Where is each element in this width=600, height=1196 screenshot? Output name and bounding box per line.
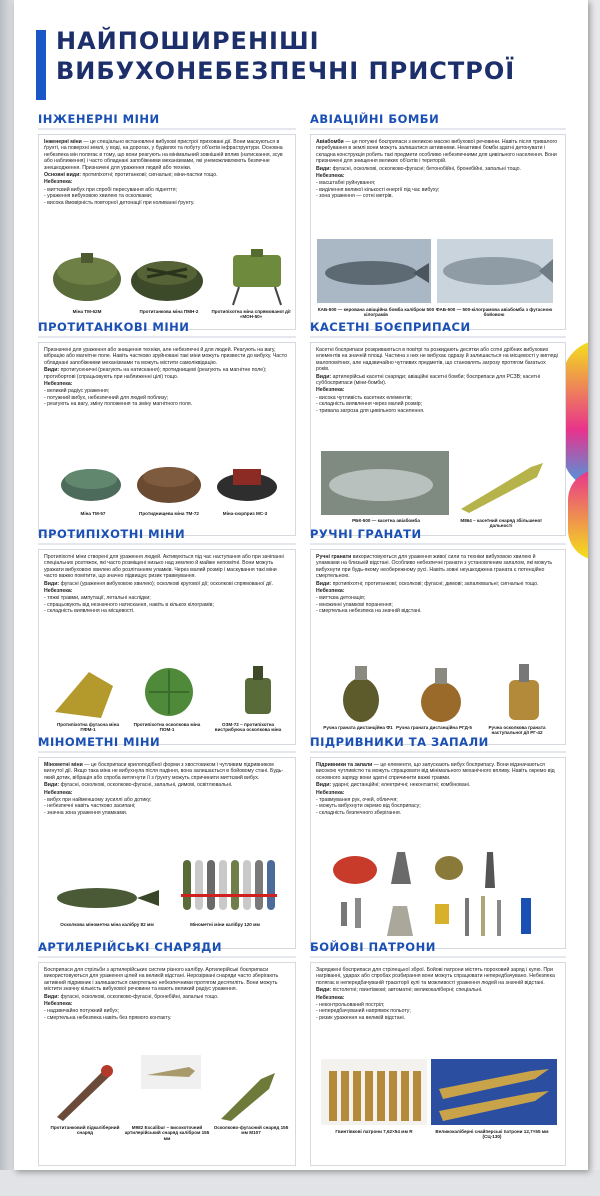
types-text: протипіхотні; протитанкові; сигнальні; міни-пастки тощо. <box>81 172 218 179</box>
danger-item: - висока ймовірність повторної детонації при коливанні ґрунту. <box>44 200 290 206</box>
section-panel <box>310 757 566 949</box>
types-label: Види: <box>44 580 60 587</box>
section-cluster-munitions <box>310 320 566 536</box>
caption: Ручна граната дистанційна РГД-5 <box>396 725 472 730</box>
caption: Протипіхотна міна спрямованої дії «МОН-50» <box>211 309 291 320</box>
danger-label: Небезпека: <box>44 789 73 796</box>
mines-illustration <box>47 247 287 307</box>
danger-label: Небезпека: <box>44 588 73 595</box>
paragraph: Боєприпаси для стрільби з артилерійських систем різного калібру. Артилерійські боєприпаси використовуються для ураження цілей на великій відстані. Нерозірвані снаряди часто зберігають активний підривник і залишаються смертельно небезпечними протягом десятиліть. Вони можуть містити значну кількість вибухової речовини та мають великий радіус ураження. <box>44 967 279 993</box>
section-text <box>44 554 290 615</box>
caption-row <box>47 309 291 320</box>
caption: M982 Excalibur – високоточний артилерійський снаряд калібром 155 мм <box>124 1125 210 1141</box>
danger-label: Небезпека: <box>44 179 73 186</box>
types-label: Види: <box>44 993 60 1000</box>
danger-item: - непередбачуваний напрямок польоту; <box>316 1008 560 1014</box>
section-text <box>316 554 560 615</box>
types-text: пістолетні; гвинтівкові; автоматні; великокаліберні; спеціальні. <box>331 987 483 994</box>
caption: Протипіхотна фугасна міна ПФМ-1 <box>56 722 120 733</box>
section-live-cartridges <box>310 940 566 1166</box>
danger-item: - надзвичайно потужний вибух; <box>44 1008 290 1014</box>
paragraph: Заряджені боєприпаси для стрілецької зброї. Бойові патрони містять пороховий заряд і кулю. При нагріванні, ударах або спробах розбирання вони можуть спрацювати непередбачувано. Небезпека полягає в непередбачуваній траєкторії кулі та можливості ураження людей на значній відстані. <box>316 967 555 986</box>
caption: Осколкова мінометна міна калібру 82 мм <box>60 922 154 927</box>
section-mortar-mines <box>38 735 296 949</box>
danger-item: - спрацьовують від незначного натискання, навіть в кількох кілограмів; <box>44 602 290 608</box>
caption: Міна ТМ-57 <box>80 511 106 516</box>
danger-item: - реагують на вагу, зміну положення та зміну магнітного поля. <box>44 401 290 407</box>
caption: РБК-500 — касетна авіабомба <box>352 518 420 523</box>
paragraph: використовуються для ураження живої сили та техніки вибуховою хвилею й уламками на близькій відстані. Особливо небезпечні гранати з установленим запалом, які можуть вибухнути при будь-якому необережному русі. Навіть зовні неушкоджена граната є потенційно смертельною. <box>316 554 553 580</box>
section-panel <box>310 962 566 1166</box>
caption: М864 – касетний снаряд збільшеної дальності <box>460 518 542 529</box>
artillery-illustration <box>49 1055 285 1121</box>
section-artillery-shells <box>38 940 296 1166</box>
danger-item: - зона ураження — сотні метрів. <box>316 193 560 199</box>
danger-item: - смертельна небезпека на значній відстані. <box>316 608 560 614</box>
section-heading: ІНЖЕНЕРНІ МІНИ <box>38 112 296 130</box>
danger-label: Небезпека: <box>316 387 345 394</box>
caption: Протитанкова міна ПМН-2 <box>139 309 199 314</box>
cartridges-illustration <box>321 1059 557 1125</box>
section-heading: КАСЕТНІ БОЄПРИПАСИ <box>310 320 566 338</box>
caption-row <box>49 922 289 927</box>
danger-label: Небезпека: <box>316 173 345 180</box>
section-panel <box>38 549 296 745</box>
section-text <box>44 347 290 408</box>
types-text: протигусеничні (реагують на натискання); протиднищеві (реагують на магнітне поле); протибортові (спрацьовують при наближенні цілі) тощо. <box>44 367 267 380</box>
section-panel <box>310 342 566 536</box>
danger-item: - тривала загроза для цивільного населення. <box>316 408 560 414</box>
fuzes-illustration <box>325 848 553 940</box>
caption: Протитанковий підкаліберний снаряд <box>50 1125 120 1136</box>
danger-item: - смертельна небезпека навіть без прямого контакту. <box>44 1015 290 1021</box>
caption: Ручна осколкова граната наступальної дії РГ-42 <box>488 725 546 736</box>
danger-label: Небезпека: <box>316 789 345 796</box>
section-heading: ПРОТИТАНКОВІ МІНИ <box>38 320 296 338</box>
bottom-edge-strip <box>0 1170 600 1196</box>
danger-item: - множинні уламкові поранення; <box>316 602 560 608</box>
types-label: Види: <box>316 782 332 789</box>
section-heading: АВІАЦІЙНІ БОМБИ <box>310 112 566 130</box>
danger-item: - вибух при найменшому зусиллі або дотику; <box>44 797 290 803</box>
caption-row <box>317 307 557 318</box>
section-panel <box>38 757 296 949</box>
danger-item: - виділення великої кількості енергії під час вибуху; <box>316 187 560 193</box>
danger-item: - ризик ураження на великій відстані. <box>316 1015 560 1021</box>
types-text: фугасні, осколкові, осколково-фугасні; бетонобійні, бронебійні, запальні тощо. <box>331 165 521 172</box>
section-fuzes-detonators <box>310 735 566 949</box>
caption: Мінометні міни калібру 120 мм <box>190 922 260 927</box>
decorative-accent-small <box>568 470 588 560</box>
lead-term: Інженерні міни <box>44 139 82 145</box>
bombs-illustration <box>317 239 553 303</box>
caption: Осколково-фугасний снаряд 155 мм M107 <box>213 1125 289 1136</box>
caption: Міна-сюрприз МС-3 <box>222 511 268 516</box>
danger-item: - небезпечні навіть частково засипані; <box>44 803 290 809</box>
section-antipersonnel-mines <box>38 527 296 745</box>
paragraph: — це спеціально встановлені вибухові пристрої приховані дії. Вони маскуються в ґрунті, на поверхні землі, у воді, на дорогах, у будівлях та побуту об'єктів інфраструктури. Основна небезпека мін полягає в тому, що вони реагують на мінімальний зовнішній вплив (натискання, зсув або наближення) і часто обладнані запобіжними механізмами, які унеможливлюють безпечне знешкодження. Призначені для ураження людей або техніки. <box>44 139 283 171</box>
danger-item: - складність безпечного зберігання. <box>316 810 560 816</box>
danger-item: - великий радіус ураження; <box>44 388 290 394</box>
types-label: Основні види: <box>44 172 82 179</box>
danger-label: Небезпека: <box>44 381 73 388</box>
section-heading: ПІДРИВНИКИ ТА ЗАПАЛИ <box>310 735 566 753</box>
caption-row <box>49 722 289 733</box>
caption: ФАБ-500 — 500-кілограмова авіабомба з фугасною бойовою <box>435 307 553 318</box>
danger-item: - ураження вибуховою хвилею та осколками; <box>44 193 290 199</box>
danger-item: - масштабні руйнування; <box>316 180 560 186</box>
danger-item: - тяжкі травми, ампутації, летальні наслідки; <box>44 595 290 601</box>
danger-item: - значна зона ураження уламками. <box>44 810 290 816</box>
poster <box>14 0 588 1170</box>
caption: Міна ТМ-62М <box>72 309 102 314</box>
danger-item: - складність виявлення через малий розмір; <box>316 401 560 407</box>
caption: КАБ-500 — керована авіаційна бомба калібром 500 кілограмів <box>317 307 435 318</box>
section-panel <box>38 962 296 1166</box>
types-text: фугасні, осколкові, осколково-фугасні, бронебійні, запальні тощо. <box>59 993 219 1000</box>
types-label: Види: <box>44 367 60 374</box>
caption: Ручна граната дистанційна Ф1 <box>323 725 393 730</box>
danger-label: Небезпека: <box>316 994 345 1001</box>
caption-row <box>49 1125 289 1141</box>
types-text: фугасні, осколкові, осколково-фугасні, запальні, димові, освітлювальні. <box>59 782 233 789</box>
types-label: Види: <box>44 782 60 789</box>
grenades-illustration <box>325 658 553 724</box>
danger-item: - миттєвий вибух при спробі пересування або підняття; <box>44 187 290 193</box>
section-heading: ПРОТИПІХОТНІ МІНИ <box>38 527 296 545</box>
section-antitank-mines <box>38 320 296 536</box>
types-text: фугасні (ураження вибуховою хвилею); осколкові кругової дії; осколкові спрямованої дії. <box>59 580 274 587</box>
left-edge-strip <box>0 0 14 1196</box>
lead-term: Авіабомби <box>316 139 344 145</box>
section-text <box>316 967 560 1021</box>
poster-title: НАЙПОШИРЕНІШІ ВИБУХОНЕБЕЗПЕЧНІ ПРИСТРОЇ <box>56 27 516 85</box>
caption-row <box>57 511 281 516</box>
danger-item: - складність виявлення на місцевості. <box>44 608 290 614</box>
types-text: протипіхотні; протитанкові; осколкові; фугасні; димові; запалювальні; сигнальні тощо. <box>331 580 539 587</box>
danger-label: Небезпека: <box>44 1001 73 1008</box>
lead-term: Ручні гранати <box>316 554 352 560</box>
paragraph: — це потужні боєприпаси з великою масою вибухової речовини. Навіть після тривалого перебування в землі вони можуть залишатися активними. Неактивні бомби здатні детонувати і складна конструкція робить такі предмети особливо небезпечними для цивільного населення. Вони призначені для знищення великих об'єктів і територій. <box>316 139 558 165</box>
paragraph: — це боєприпаси крилоподібної форми з хвостовиком і чутливим підривником вигнутої дії. Якщо така міна не вибухнула після падіння, вона залишається в бойовому стані. Будь-який дотик, вібрація або спроба витягнути її з ґрунту можуть спричинити миттєвий вибух. <box>44 762 284 781</box>
section-text <box>316 347 560 414</box>
section-panel <box>310 549 566 745</box>
cluster-illustration <box>321 451 551 515</box>
danger-item: - миттєва детонація; <box>316 595 560 601</box>
types-label: Види: <box>316 987 332 994</box>
mortar-illustration <box>49 854 285 918</box>
section-text <box>44 139 290 206</box>
section-engineering-mines <box>38 112 296 330</box>
danger-item: - можуть вибухнути окремо від боєприпасу; <box>316 803 560 809</box>
section-text <box>44 967 290 1021</box>
paragraph: Призначені для ураження або знищення техніки, але небезпечні й для людей. Реагують на вагу, вібрацію або магнітне поле. Навіть частково зруйновані такі міни можуть призвести до вибуху. Часто обладнані запобіжними механізмами та можуть містити самоліквідацію. <box>44 347 287 366</box>
caption: Гвинтівкові патрони 7,62×54 мм R <box>335 1129 413 1134</box>
section-panel <box>38 134 296 330</box>
section-panel <box>38 342 296 536</box>
paragraph: Касетні боєприпаси розкриваються в повітрі та розкидають десятки або сотні дрібних вибухових елементів на значній площі. Частина з них не вибухає одразу й залишається на місцевості у вигляді малопомітних, але надзвичайно чутливих предметів, що становлять загрозу протягом багатьох років. <box>316 347 558 373</box>
danger-item: - травмування рук, очей, обличчя; <box>316 797 560 803</box>
danger-item: - висока чутливість касетних елементів; <box>316 395 560 401</box>
danger-item: - неконтрольований постріл; <box>316 1002 560 1008</box>
types-label: Види: <box>316 165 332 172</box>
types-text: ударні; дистанційні; електричні; неконтактні; комбіновані. <box>331 782 471 789</box>
paragraph: — це елементи, що запускають вибух боєприпасу. Вони відзначаються високою чутливістю та можуть спрацювати від мінімального механічного впливу. Навіть окремо від основного заряду вони здатні спричинити важкі травми. <box>316 762 555 781</box>
danger-item: - потужний вибух, небезпечний для людей поблизу; <box>44 395 290 401</box>
caption: ОЗМ-72 – протипіхотна вистрибуюча осколкова міна <box>214 722 282 733</box>
section-heading: АРТИЛЕРІЙСЬКІ СНАРЯДИ <box>38 940 296 958</box>
section-text <box>316 762 560 816</box>
antipersonnel-mines-illustration <box>49 662 285 720</box>
caption-row <box>321 1129 561 1140</box>
types-text: артилерійські касетні снаряди; авіаційні касетні бомби; боєприпаси для РСЗВ; касетні суббоєприпаси (міни-бомби). <box>316 373 540 387</box>
lead-term: Мінометні міни <box>44 762 83 768</box>
types-label: Види: <box>316 580 332 587</box>
caption: Протипіхотна осколкова міна ПОМ-1 <box>133 722 201 733</box>
section-heading: БОЙОВІ ПАТРОНИ <box>310 940 566 958</box>
types-label: Види: <box>316 373 332 380</box>
section-hand-grenades <box>310 527 566 745</box>
section-panel <box>310 134 566 330</box>
lead-term: Підривники та запали <box>316 762 373 768</box>
caption: Великокаліберні снайперські патрони 12,7×55 мм (СЦ-130) <box>435 1129 549 1140</box>
title-accent-bar <box>36 30 46 100</box>
section-aviation-bombs <box>310 112 566 330</box>
danger-label: Небезпека: <box>316 588 345 595</box>
section-heading: РУЧНІ ГРАНАТИ <box>310 527 566 545</box>
caption: Протиднищева міна ТМ-72 <box>139 511 199 516</box>
antitank-mines-illustration <box>57 457 281 507</box>
section-heading: МІНОМЕТНІ МІНИ <box>38 735 296 753</box>
section-text <box>44 762 290 816</box>
paragraph: Протипіхотні міни створені для ураження людей. Активуються під час наступання або при зачіпанні спеціальних розтяжок, які часто розміщені низько над землею й майже непомітні. Вони можуть уражати вибуховою хвилею або розлітанням уламків. Через малий розмір і маскування такі міни часто важко помітити, що значно підвищує ризик травмування. <box>44 554 284 580</box>
section-text <box>316 139 560 200</box>
